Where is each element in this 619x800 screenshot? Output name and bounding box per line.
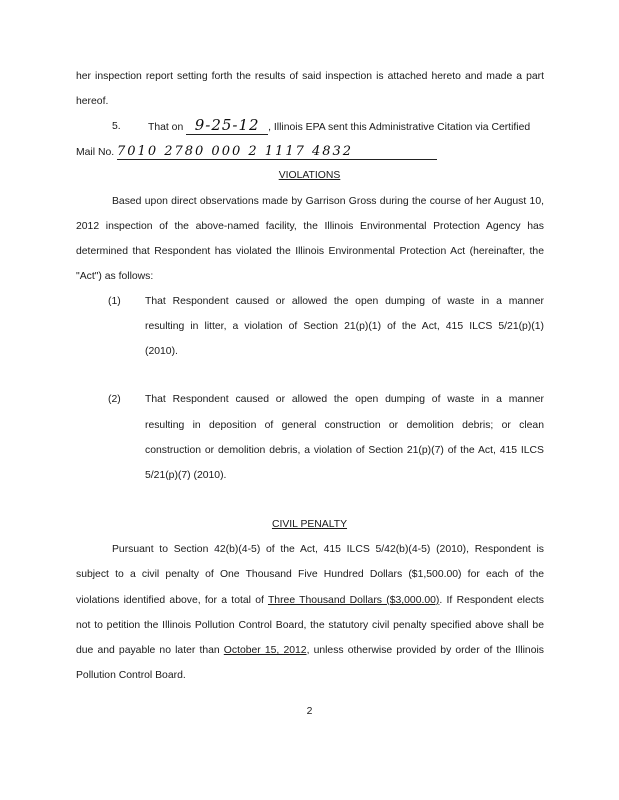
violation-1-line-1: That Respondent caused or allowed the open dumping of waste in a manner	[145, 296, 544, 307]
civil-penalty-line-5-a: due and payable no later than	[76, 645, 220, 656]
intro-line-1: her inspection report setting forth the results of said inspection is attached hereto and made a part	[76, 71, 544, 82]
mail-label: Mail No.	[76, 147, 115, 158]
civil-penalty-line-5	[76, 644, 544, 657]
civil-penalty-line-2: subject to a civil penalty of One Thousand Five Hundred Dollars ($1,500.00) for each of the	[76, 569, 544, 580]
civil-penalty-line-4: not to petition the Illinois Pollution Control Board, the statutory civil penalty specified above shall be	[76, 620, 544, 631]
violations-para-line-3: determined that Respondent has violated the Illinois Environmental Protection Act (hereinafter, the	[76, 246, 544, 257]
civil-penalty-line-3	[76, 594, 544, 607]
civil-penalty-heading: CIVIL PENALTY	[271, 519, 348, 530]
violations-para-line-2: 2012 inspection of the above-named facility, the Illinois Environmental Protection Agency has	[76, 221, 544, 232]
violations-para-line-4: "Act") as follows:	[76, 271, 154, 282]
item-5-number: 5.	[112, 121, 121, 132]
violation-2-line-3: construction or demolition debris, a violation of Section 21(p)(7) of the Act, 415 ILCS	[145, 445, 544, 456]
item-5-text-b: , Illinois EPA sent this Administrative Citation via Certified	[268, 122, 531, 133]
civil-penalty-line-5-b: , unless otherwise provided by order of the Illinois	[306, 645, 544, 656]
penalty-total: Three Thousand Dollars ($3,000.00)	[267, 595, 440, 606]
page-number: 2	[306, 706, 313, 717]
violation-1-line-3: (2010).	[145, 346, 178, 357]
handwritten-date: 9-25-12	[186, 119, 268, 135]
item-5-line-2	[76, 145, 544, 160]
violation-1-number: (1)	[108, 296, 121, 307]
civil-penalty-line-3-b: . If Respondent elects	[439, 595, 545, 606]
violation-2-line-4: 5/21(p)(7) (2010).	[145, 470, 227, 481]
civil-penalty-line-1: Pursuant to Section 42(b)(4-5) of the Act, 415 ILCS 5/42(b)(4-5) (2010), Respondent is	[112, 544, 544, 555]
civil-penalty-line-6: Pollution Control Board.	[76, 670, 186, 681]
violations-para-line-1: Based upon direct observations made by Garrison Gross during the course of her August 10,	[112, 196, 544, 207]
due-date: October 15, 2012	[223, 645, 307, 656]
violations-heading: VIOLATIONS	[278, 170, 341, 181]
violation-2-line-2: resulting in deposition of general construction or demolition debris; or clean	[145, 420, 544, 431]
handwritten-mail-number: 7010 2780 000 2 1117 4832	[117, 145, 437, 160]
item-5-text-a: That on	[148, 122, 184, 133]
item-5-line-1	[148, 116, 544, 135]
violation-2-line-1: That Respondent caused or allowed the open dumping of waste in a manner	[145, 394, 544, 405]
violation-1-line-2: resulting in litter, a violation of Section 21(p)(1) of the Act, 415 ILCS 5/21(p)(1)	[145, 321, 544, 332]
violation-2-number: (2)	[108, 394, 121, 405]
intro-line-2: hereof.	[76, 96, 109, 107]
civil-penalty-line-3-a: violations identified above, for a total of	[76, 595, 264, 606]
